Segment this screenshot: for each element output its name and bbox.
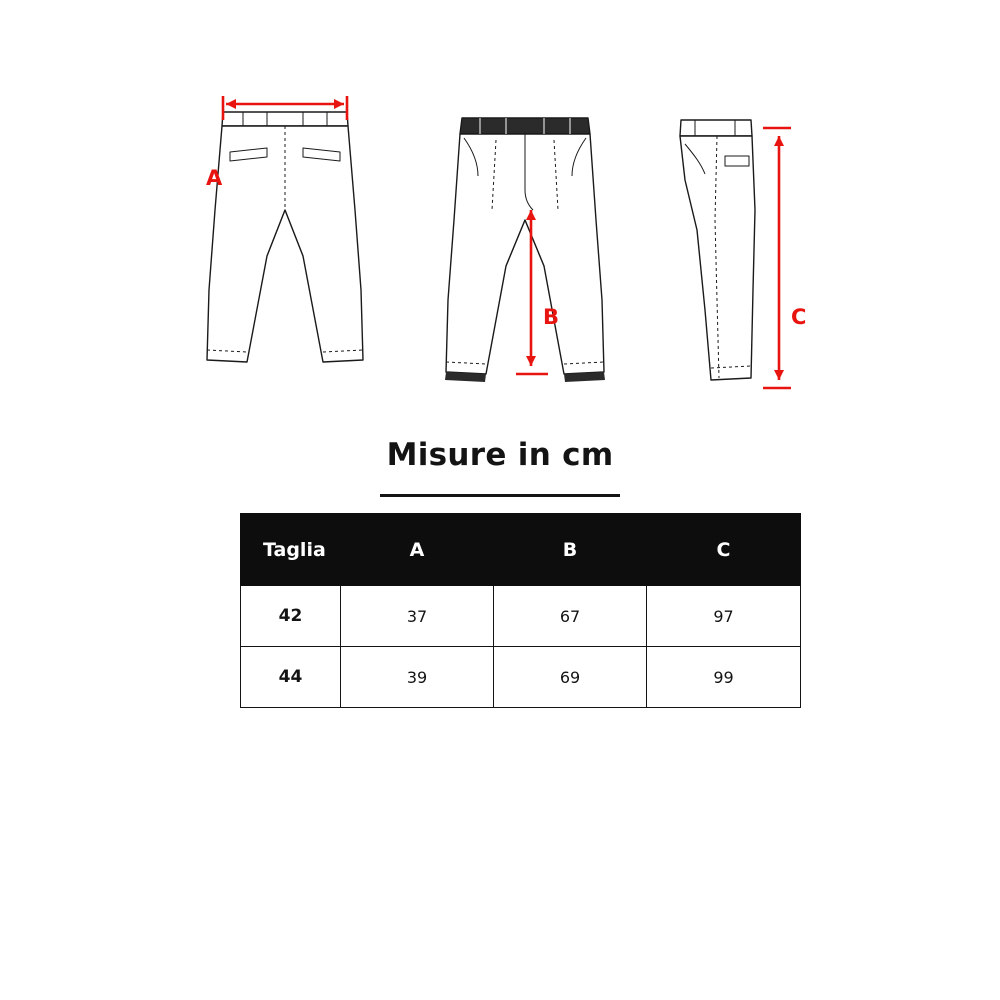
cell-a: 39 xyxy=(341,647,494,708)
cell-size: 44 xyxy=(241,647,341,708)
measure-label-b: B xyxy=(543,305,560,329)
measure-label-c: C xyxy=(791,305,807,329)
table-header-c: C xyxy=(647,514,801,586)
table-header-taglia: Taglia xyxy=(241,514,341,586)
table-row xyxy=(241,586,801,647)
trousers-front-illustration xyxy=(430,60,620,404)
illustration-row xyxy=(0,60,1000,420)
measure-arrow-a xyxy=(185,60,385,390)
cell-c: 99 xyxy=(647,647,801,708)
title-divider xyxy=(380,494,620,497)
trousers-back-illustration xyxy=(185,60,385,394)
cell-b: 69 xyxy=(494,647,647,708)
page-title: Misure in cm xyxy=(386,437,614,473)
cell-size: 42 xyxy=(241,586,341,647)
table-header-b: B xyxy=(494,514,647,586)
cell-b: 67 xyxy=(494,586,647,647)
measure-label-a: A xyxy=(206,166,223,190)
table-row xyxy=(241,647,801,708)
cell-a: 37 xyxy=(341,586,494,647)
table-header-row xyxy=(241,514,801,586)
measure-arrow-b xyxy=(430,60,620,400)
table-header-a: A xyxy=(341,514,494,586)
measure-arrow-c xyxy=(655,60,855,400)
size-table xyxy=(240,513,801,708)
trousers-side-illustration xyxy=(655,60,855,404)
cell-c: 97 xyxy=(647,586,801,647)
